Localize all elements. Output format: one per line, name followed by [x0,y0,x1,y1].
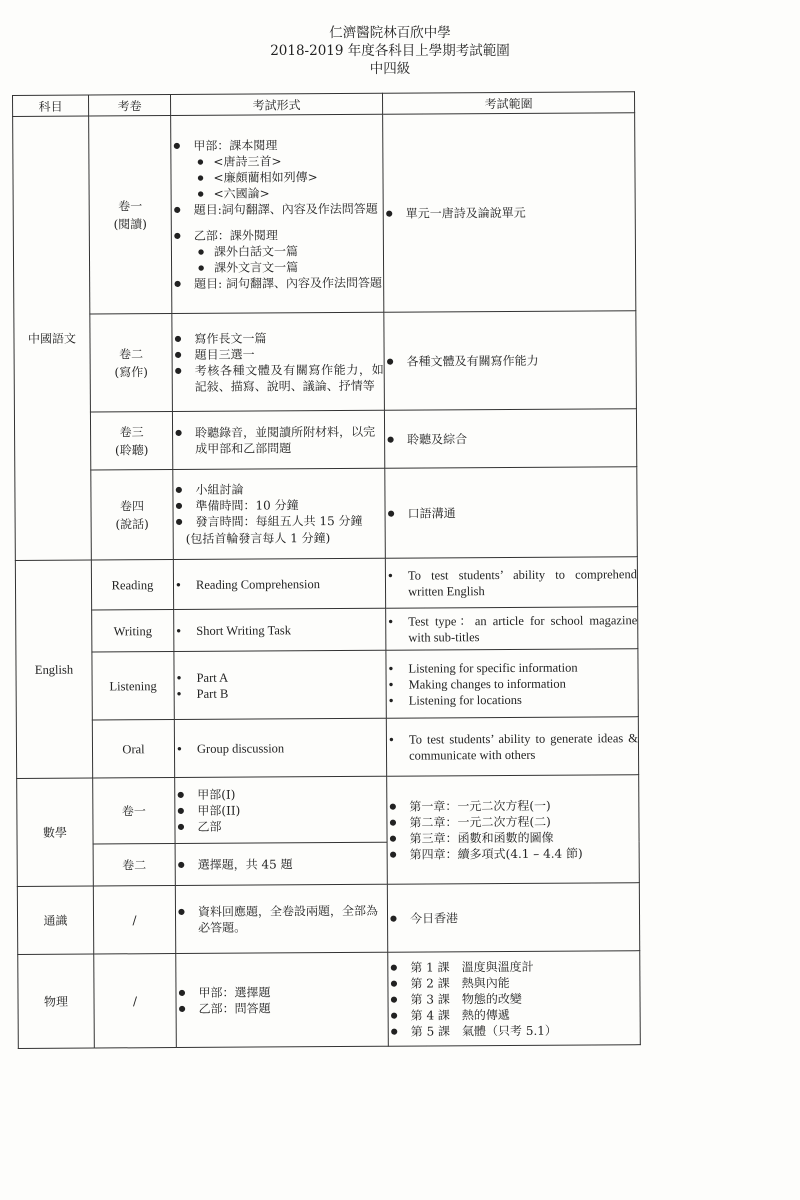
format-cell [175,884,387,953]
paper-name: 卷三 [119,424,144,439]
paper-subtitle: (聆聽) [114,442,149,457]
list-item: ● 口語溝通 [386,504,637,522]
scope-cell [386,649,638,719]
format-cell [174,718,386,777]
list-item: ● 選擇題，共 45 題 [176,855,387,872]
list-item: ● 第一章：一元二次方程(一) [387,797,638,815]
list-item: ● 單元一唐詩及論說單元 [384,204,635,222]
table-row [17,775,639,845]
scope-cell [384,311,637,411]
list-item: ● 小組討論 [173,481,384,498]
document-title: 2018-2019 年度各科目上學期考試範圍 [270,43,510,59]
list-item: ● 第四章：續多項式(4.1 – 4.4 節) [388,845,639,863]
format-cell [174,608,386,651]
paper-subtitle: (閱讀) [113,216,148,231]
list-item: ● 第 1 課 溫度與溫度計 [388,958,639,976]
list-item: ● Short Writing Task [174,621,385,638]
subject-maths: 數學 [17,778,94,886]
list-item: ● Listening for specific information [386,659,637,677]
scope-cell [388,951,641,1047]
scope-cell [387,775,640,885]
format-cell [174,650,386,719]
scope-cell [385,557,637,609]
table-row [13,113,636,315]
table-row [16,607,638,653]
scope-cell [386,717,638,777]
list-item: ● Listening for locations [387,691,638,709]
format-cell [172,312,385,411]
table-row [14,311,637,413]
paper-name: / [94,954,177,1048]
paper-cell [90,314,173,412]
table-row [16,717,638,779]
paper-name: 卷二 [93,844,175,887]
list-item: ● 資料回應題，全卷設兩題，全部為必答題。 [176,902,387,935]
format-cell [175,776,387,843]
list-item: ● <六國論> [194,184,383,201]
header-scope: 考試範圍 [382,92,634,115]
list-item: ● 甲部：課本閱理 ● <唐詩三首> ● <廉頗藺相如列傳> ● <六國論> [171,136,382,201]
exam-scope-table [12,91,641,1049]
list-item: ● 題目三選一 [173,345,384,362]
format-note: (包括首輪發言每人 1 分鐘) [185,531,331,546]
scope-cell [385,467,638,559]
subject-physics: 物理 [18,954,95,1048]
table-row [17,883,639,955]
paper-name: Oral [92,720,174,778]
list-item: ● Reading Comprehension [174,575,385,592]
list-item: ● 題目:詞句翻譯、內容及作法問答題 [172,200,383,217]
list-item: ● 第 2 課 熱與內能 [388,974,639,992]
header-format: 考試形式 [171,93,383,115]
paper-name: Reading [91,560,173,611]
list-item: ● 第三章：函數和函數的圖像 [387,829,638,847]
format-cell [173,468,386,559]
paper-subtitle: (說話) [115,516,149,531]
paper-name: / [93,886,175,954]
list-item: ● 第二章：一元二次方程(二) [387,813,638,831]
paper-cell [90,412,172,470]
list-item: ● 題目: 詞句翻譯、內容及作法問答題 [172,274,383,291]
list-item: ● 寫作長文一篇 [172,329,383,346]
list-item: ● 聆聽及綜合 [385,430,636,448]
header-subject: 科目 [13,95,89,116]
paper-name: 卷四 [119,498,145,513]
subject-english: English [15,560,92,778]
format-cell [171,114,384,313]
list-item: ● Part B [175,684,386,701]
list-item: ● 乙部：課外閱理 ● 課外白話文一篇 ● 課外文言文一篇 [172,226,383,275]
list-item: ● 課外白話文一篇 [194,242,383,259]
paper-name: 卷一 [118,198,143,213]
list-item: ● <唐詩三首> [193,152,382,169]
paper-name: Listening [92,652,174,720]
list-item: ● 考核各種文體及有關寫作能力，如記敍、描寫、說明、議論、抒情等 [173,361,384,394]
list-item: ● 聆聽錄音，並閱讀所附材料，以完成甲部和乙部問題 [173,423,384,456]
paper-cell [89,116,172,314]
scope-cell [387,883,639,953]
list-item: ● 今日香港 [388,909,639,927]
scope-cell [386,607,638,651]
list-item: ● 第 5 課 氣體（只考 5.1） [389,1022,640,1040]
list-item: ● 甲部(II) [175,801,386,818]
list-item: ● 發言時間：每組五人共 15 分鐘 [174,513,385,530]
paper-name: 卷二 [119,346,144,361]
table-row [15,467,638,561]
scope-cell [384,409,636,469]
table-row [15,557,637,611]
table-row [16,649,638,721]
list-item: ● 各種文體及有關寫作能力 [385,352,636,370]
list-item: ● Making changes to information [387,675,638,693]
header-paper: 考卷 [89,95,171,117]
list-item: ● 第 4 課 熱的傳遞 [389,1006,640,1024]
table-row [18,951,641,1049]
grade-label: 中四級 [369,61,411,77]
list-item: ● Test type：an article for school magazine with sub-titles [386,612,637,646]
list-item: ● To test students’ ability to generate ideas & communicate with others [387,730,638,764]
list-item: ● 第 3 課 物態的改變 [388,990,639,1008]
list-item: ● To test students’ ability to comprehend written English [386,566,637,600]
subject-liberal-studies: 通識 [17,886,93,954]
list-item: ● <廉頗藺相如列傳> [193,168,382,185]
format-cell [173,558,385,609]
list-item: ● 乙部 [175,817,386,834]
list-item: ● 準備時間：10 分鐘 [173,497,384,514]
list-item: ● 課外文言文一篇 [194,258,383,275]
paper-cell [91,470,174,560]
list-item: ● Part A [175,668,386,685]
school-name: 仁濟醫院林百欣中學 [329,25,451,41]
paper-name: 卷一 [93,778,175,844]
format-cell [176,952,389,1047]
list-item: ● Group discussion [175,739,386,756]
paper-subtitle: (寫作) [114,364,148,379]
table-row [14,409,636,471]
format-cell [172,410,384,469]
scope-cell [383,113,636,313]
format-cell [175,842,387,885]
list-item: ● 甲部(I) [175,785,386,802]
subject-chinese: 中國語文 [13,116,92,560]
list-item: ● 乙部：問答題 [177,999,388,1016]
document-header [190,24,590,78]
paper-name: Writing [92,610,174,653]
list-item: ● 甲部：選擇題 [176,983,387,1000]
